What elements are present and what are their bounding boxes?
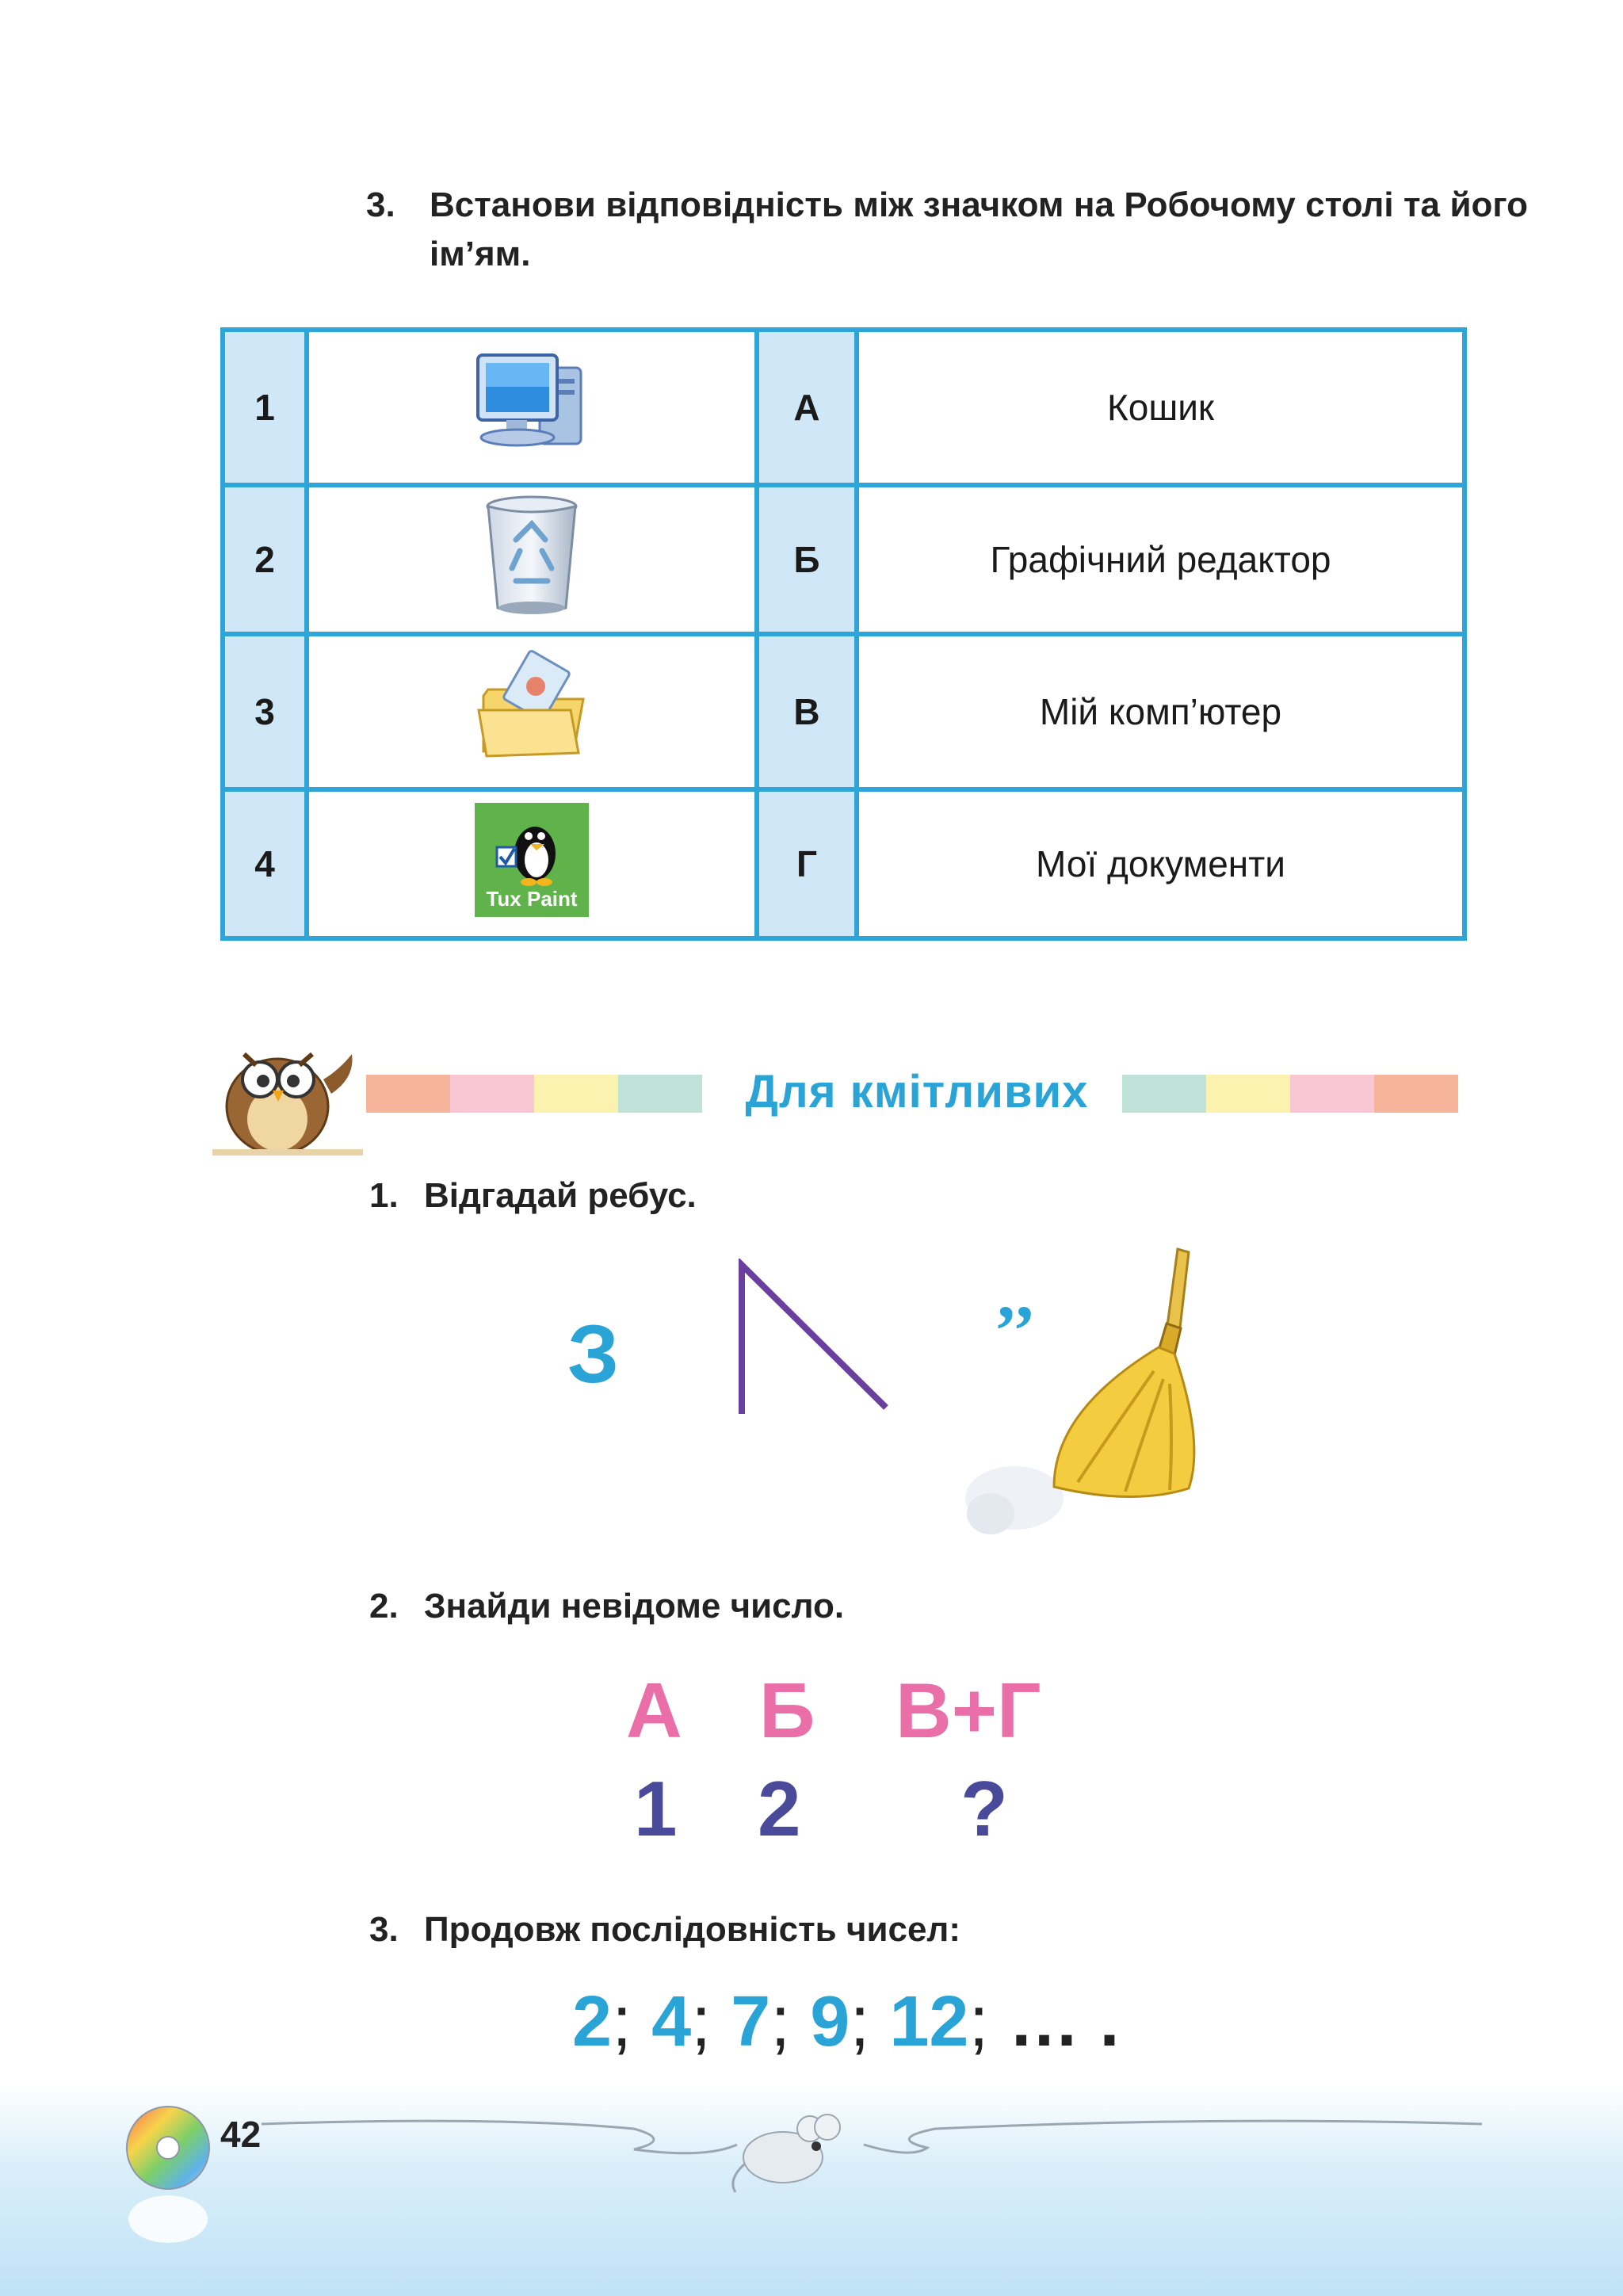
- cipher-letters-v-plus-g: В+Г: [896, 1667, 1041, 1754]
- icon-name: Мої документи: [857, 789, 1465, 938]
- cipher-value-1: 1: [634, 1765, 678, 1852]
- puzzle-2-heading: [369, 1582, 1083, 1631]
- puzzle-number: 1.: [369, 1176, 399, 1215]
- stripe-segment: [618, 1075, 702, 1113]
- row-number: 3: [223, 634, 307, 789]
- cd-disc-icon: [124, 2103, 212, 2246]
- rebus-angle-shape: [729, 1259, 896, 1417]
- sequence-separator: ;: [968, 1982, 989, 2061]
- stripe-segment: [1374, 1075, 1458, 1113]
- row-letter: В: [757, 634, 857, 789]
- row-number: 2: [223, 485, 307, 634]
- table-row: [223, 485, 1465, 634]
- row-letter: А: [757, 330, 857, 485]
- task-bold-term: Робочому столі: [1124, 185, 1394, 224]
- sequence-separator: ;: [770, 1982, 791, 2061]
- puzzle-text: Знайди невідоме число.: [423, 1587, 845, 1626]
- icon-name: Кошик: [857, 330, 1465, 485]
- stripe-segment: [534, 1075, 618, 1113]
- tux-paint-label: Tux Paint: [486, 886, 578, 911]
- sequence-separator: ;: [850, 1982, 870, 2061]
- stripe-segment: [1122, 1075, 1206, 1113]
- puzzle-3-heading: [369, 1905, 1162, 1954]
- sequence-number: 9: [810, 1982, 850, 2061]
- stripe-right: [1122, 1075, 1458, 1113]
- my-documents-folder-icon: [307, 634, 757, 789]
- tux-paint-icon: [307, 789, 757, 938]
- cipher-letter-a: А: [626, 1667, 682, 1754]
- row-letter: Г: [757, 789, 857, 938]
- number-sequence: [572, 1981, 1120, 2063]
- row-letter: Б: [757, 485, 857, 634]
- matching-table: [220, 327, 1467, 941]
- row-number: 4: [223, 789, 307, 938]
- owl-mascot: [212, 1030, 363, 1157]
- row-number: 1: [223, 330, 307, 485]
- puzzle-1-heading: [369, 1171, 1083, 1221]
- task-text: Встанови відповідність між значком на Робочому столі та його ім’ям.: [430, 185, 1528, 273]
- stripe-segment: [1290, 1075, 1374, 1113]
- cipher-value-2: 2: [758, 1765, 801, 1852]
- section-title: Для кмітливих: [745, 1066, 1089, 1117]
- table-row: [223, 789, 1465, 938]
- stripe-segment: [450, 1075, 534, 1113]
- puzzle-number: 2.: [369, 1587, 399, 1626]
- broom-picture: [959, 1236, 1220, 1553]
- sequence-separator: ;: [612, 1982, 632, 2061]
- sequence-number: 2: [572, 1982, 613, 2061]
- sequence-separator: ;: [691, 1982, 712, 2061]
- sequence-number: 4: [651, 1982, 692, 2061]
- rebus-comma-marks: ’’: [994, 1292, 1037, 1370]
- footer-line: [262, 2092, 1482, 2164]
- my-computer-icon: [307, 330, 757, 485]
- sequence-ending: … .: [1008, 1982, 1120, 2061]
- table-row: [223, 634, 1465, 789]
- stripe-segment: [366, 1075, 450, 1113]
- cipher-unknown-value: ?: [960, 1765, 1008, 1852]
- task-3: [366, 181, 1528, 284]
- rebus-letter: З: [567, 1308, 620, 1400]
- task-number: 3.: [366, 185, 395, 224]
- table-row: [223, 330, 1465, 485]
- recycle-bin-icon: [307, 485, 757, 634]
- puzzle-text: Відгадай ребус.: [423, 1176, 697, 1215]
- icon-name: Графічний редактор: [857, 485, 1465, 634]
- sequence-number: 12: [889, 1982, 969, 2061]
- mouse-picture: [727, 2100, 846, 2195]
- stripe-left: [366, 1075, 702, 1113]
- page-number: 42: [220, 2114, 262, 2155]
- puzzle-text: Продовж послідовність чисел:: [423, 1910, 961, 1949]
- cipher-letter-b: Б: [759, 1667, 815, 1754]
- puzzle-number: 3.: [369, 1910, 399, 1949]
- stripe-segment: [1206, 1075, 1290, 1113]
- icon-name: Мій комп’ютер: [857, 634, 1465, 789]
- sequence-number: 7: [731, 1982, 771, 2061]
